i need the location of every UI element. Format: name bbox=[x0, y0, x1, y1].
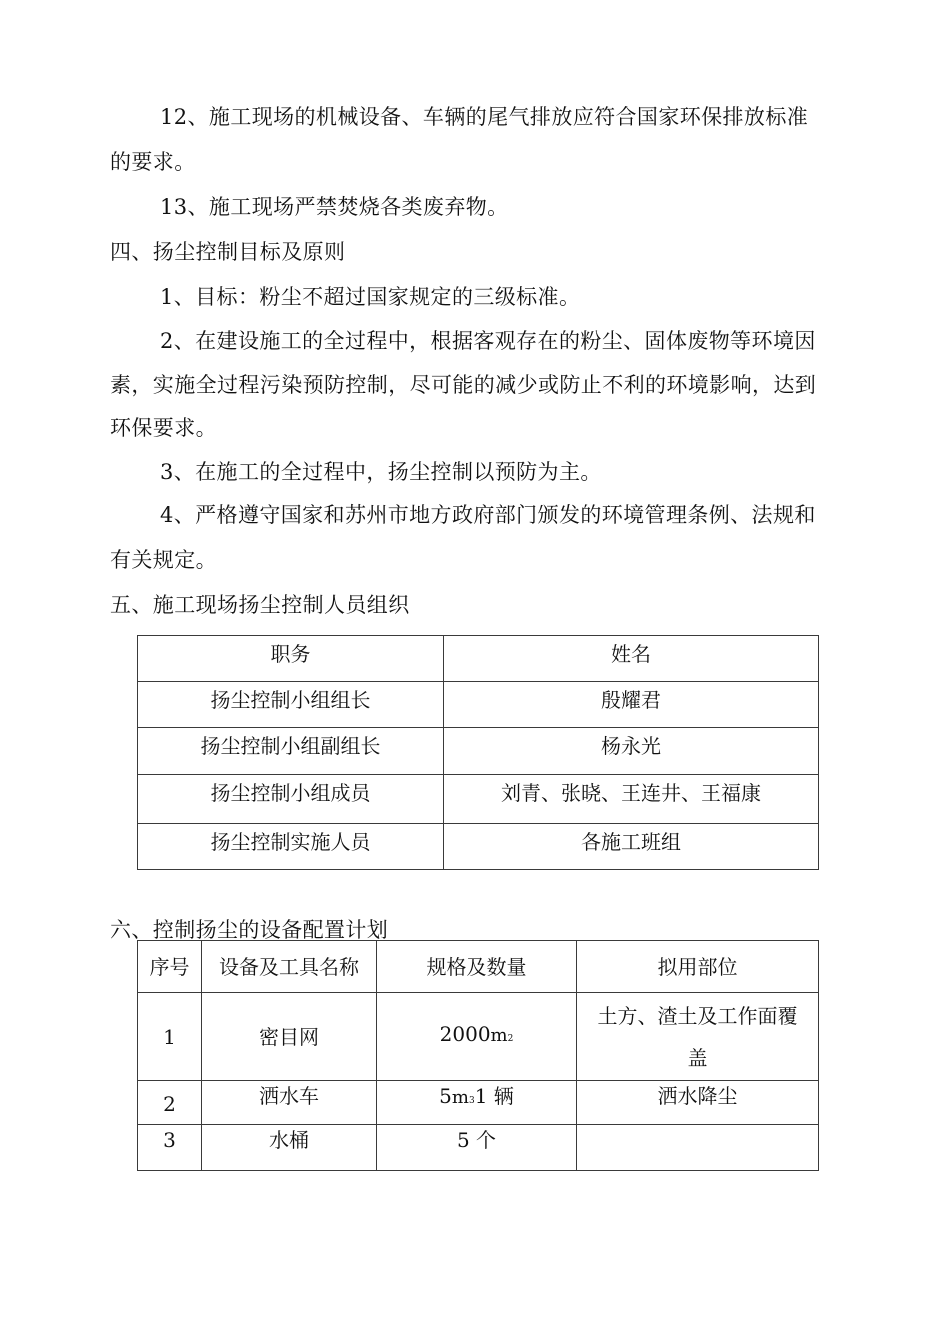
goal-4-line-1: 4、严格遵守国家和苏州市地方政府部门颁发的环境管理条例、法规和 bbox=[160, 503, 816, 527]
qty-number: 5 bbox=[439, 1084, 452, 1108]
section-heading-5: 五、施工现场扬尘控制人员组织 bbox=[110, 593, 410, 617]
staff-name: 各施工班组 bbox=[444, 824, 819, 870]
goal-3: 3、在施工的全过程中，扬尘控制以预防为主。 bbox=[160, 460, 602, 484]
staff-name: 殷耀君 bbox=[444, 682, 819, 728]
staff-name: 杨永光 bbox=[444, 728, 819, 775]
table-row bbox=[138, 682, 819, 728]
staff-position: 扬尘控制小组组长 bbox=[138, 682, 444, 728]
header-name: 姓名 bbox=[444, 636, 819, 682]
row-intended-use bbox=[577, 993, 819, 1081]
section-heading-6: 六、控制扬尘的设备配置计划 bbox=[110, 918, 389, 942]
staff-table bbox=[137, 635, 819, 870]
row-spec-quantity bbox=[377, 1081, 577, 1125]
header-equipment-name: 设备及工具名称 bbox=[202, 941, 377, 993]
section-heading-4: 四、扬尘控制目标及原则 bbox=[110, 240, 346, 264]
row-serial-number: 3 bbox=[138, 1125, 202, 1171]
table-row bbox=[138, 824, 819, 870]
header-serial-number: 序号 bbox=[138, 941, 202, 993]
qty-rest: 1 辆 bbox=[474, 1084, 514, 1108]
paragraph-13: 13、施工现场严禁焚烧各类废弃物。 bbox=[160, 195, 509, 219]
table-row bbox=[138, 728, 819, 775]
qty-unit: m bbox=[451, 1087, 469, 1108]
header-spec-quantity: 规格及数量 bbox=[377, 941, 577, 993]
goal-4-line-2: 有关规定。 bbox=[110, 548, 217, 572]
qty-number: 2000 bbox=[439, 1022, 491, 1046]
table-row bbox=[138, 1125, 819, 1171]
qty-superscript: 3 bbox=[468, 1096, 475, 1106]
paragraph-12-line-2: 的要求。 bbox=[110, 150, 196, 174]
qty-unit: m bbox=[490, 1025, 508, 1046]
header-intended-use: 拟用部位 bbox=[577, 941, 819, 993]
staff-position: 扬尘控制小组副组长 bbox=[138, 728, 444, 775]
row-intended-use: 洒水降尘 bbox=[577, 1081, 819, 1125]
intended-use-line-1: 土方、渣土及工作面覆 bbox=[597, 1003, 798, 1028]
goal-2-line-3: 环保要求。 bbox=[110, 416, 217, 440]
paragraph-12-line-1: 12、施工现场的机械设备、车辆的尾气排放应符合国家环保排放标准 bbox=[160, 105, 809, 129]
row-equipment-name: 密目网 bbox=[202, 993, 377, 1081]
goal-2-line-2: 素，实施全过程污染预防控制，尽可能的减少或防止不利的环境影响，达到 bbox=[110, 373, 817, 397]
intended-use-line-2: 盖 bbox=[687, 1045, 708, 1070]
header-position: 职务 bbox=[138, 636, 444, 682]
row-spec-quantity bbox=[377, 993, 577, 1081]
goal-1: 1、目标：粉尘不超过国家规定的三级标准。 bbox=[160, 285, 581, 309]
table-header-row bbox=[138, 636, 819, 682]
table-header-row bbox=[138, 941, 819, 993]
row-serial-number: 2 bbox=[138, 1081, 202, 1125]
row-spec-quantity: 5 个 bbox=[377, 1125, 577, 1171]
staff-position: 扬尘控制实施人员 bbox=[138, 824, 444, 870]
table-row bbox=[138, 775, 819, 824]
table-row bbox=[138, 1081, 819, 1125]
staff-name: 刘青、张晓、王连井、王福康 bbox=[444, 775, 819, 824]
table-row bbox=[138, 993, 819, 1081]
row-intended-use bbox=[577, 1125, 819, 1171]
goal-2-line-1: 2、在建设施工的全过程中，根据客观存在的粉尘、固体废物等环境因 bbox=[160, 329, 816, 353]
equipment-table bbox=[137, 940, 819, 1171]
row-serial-number: 1 bbox=[138, 993, 202, 1081]
row-equipment-name: 洒水车 bbox=[202, 1081, 377, 1125]
staff-position: 扬尘控制小组成员 bbox=[138, 775, 444, 824]
qty-superscript: 2 bbox=[507, 1034, 514, 1044]
row-equipment-name: 水桶 bbox=[202, 1125, 377, 1171]
